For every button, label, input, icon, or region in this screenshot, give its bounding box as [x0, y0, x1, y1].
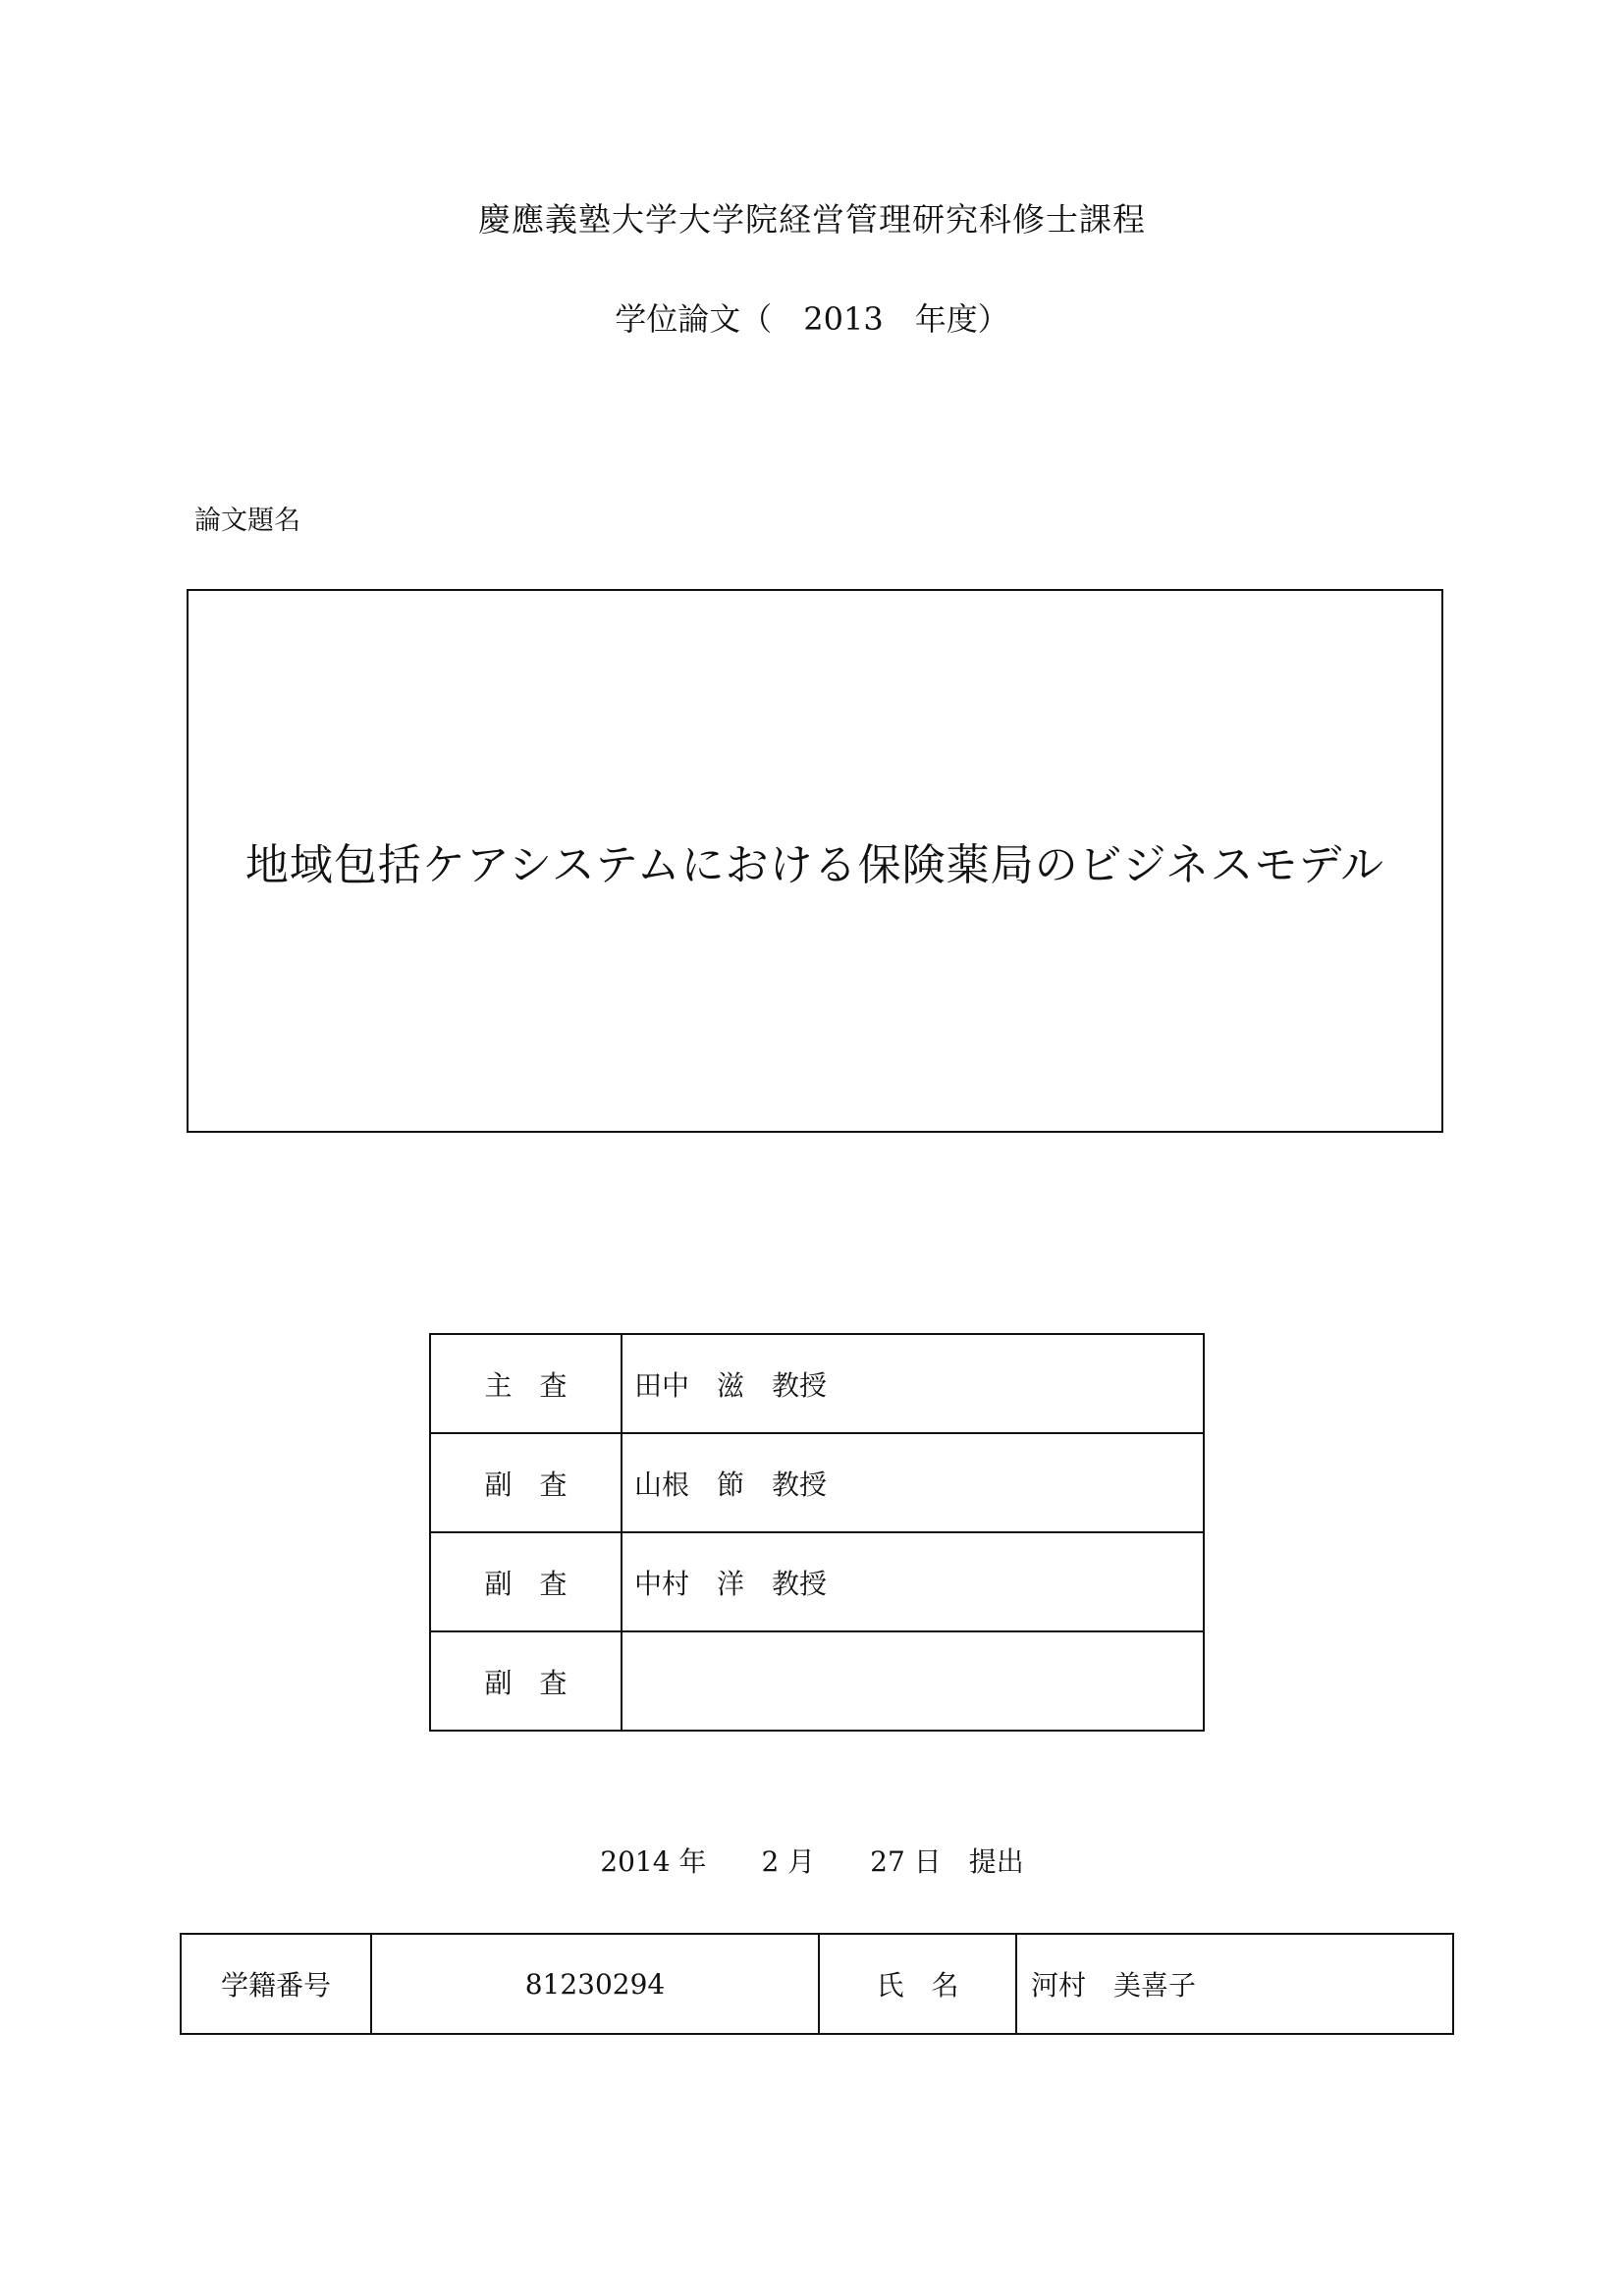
- thesis-title-label: 論文題名: [194, 506, 300, 536]
- examiner-role: 主 査: [430, 1334, 622, 1433]
- student-name-label: 氏 名: [819, 1934, 1016, 2034]
- examiner-row: [430, 1631, 1204, 1731]
- examiner-name: [622, 1631, 1204, 1731]
- examiner-name: 中村 洋 教授: [622, 1532, 1204, 1631]
- student-info-table: [180, 1933, 1454, 2035]
- examiner-role: 副 査: [430, 1532, 622, 1631]
- examiner-name: 田中 滋 教授: [622, 1334, 1204, 1433]
- examiner-role: 副 査: [430, 1631, 622, 1731]
- student-id-label: 学籍番号: [181, 1934, 371, 2034]
- thesis-title-box: [187, 589, 1443, 1133]
- examiner-row: [430, 1433, 1204, 1532]
- submission-date-line: 2014 年 2 月 27 日 提出: [600, 1845, 1024, 1878]
- student-id-value: 81230294: [371, 1934, 819, 2034]
- examiner-name: 山根 節 教授: [622, 1433, 1204, 1532]
- degree-thesis-year-line: 学位論文（ 2013 年度）: [615, 300, 1009, 338]
- university-program-heading: 慶應義塾大学大学院経営管理研究科修士課程: [478, 200, 1146, 239]
- examiner-row: [430, 1334, 1204, 1433]
- student-info-row: [181, 1934, 1453, 2034]
- thesis-title: 地域包括ケアシステムにおける保険薬局のビジネスモデル: [244, 840, 1385, 890]
- examiner-role: 副 査: [430, 1433, 622, 1532]
- examiners-table: [429, 1333, 1205, 1732]
- examiner-row: [430, 1532, 1204, 1631]
- student-name-value: 河村 美喜子: [1016, 1934, 1453, 2034]
